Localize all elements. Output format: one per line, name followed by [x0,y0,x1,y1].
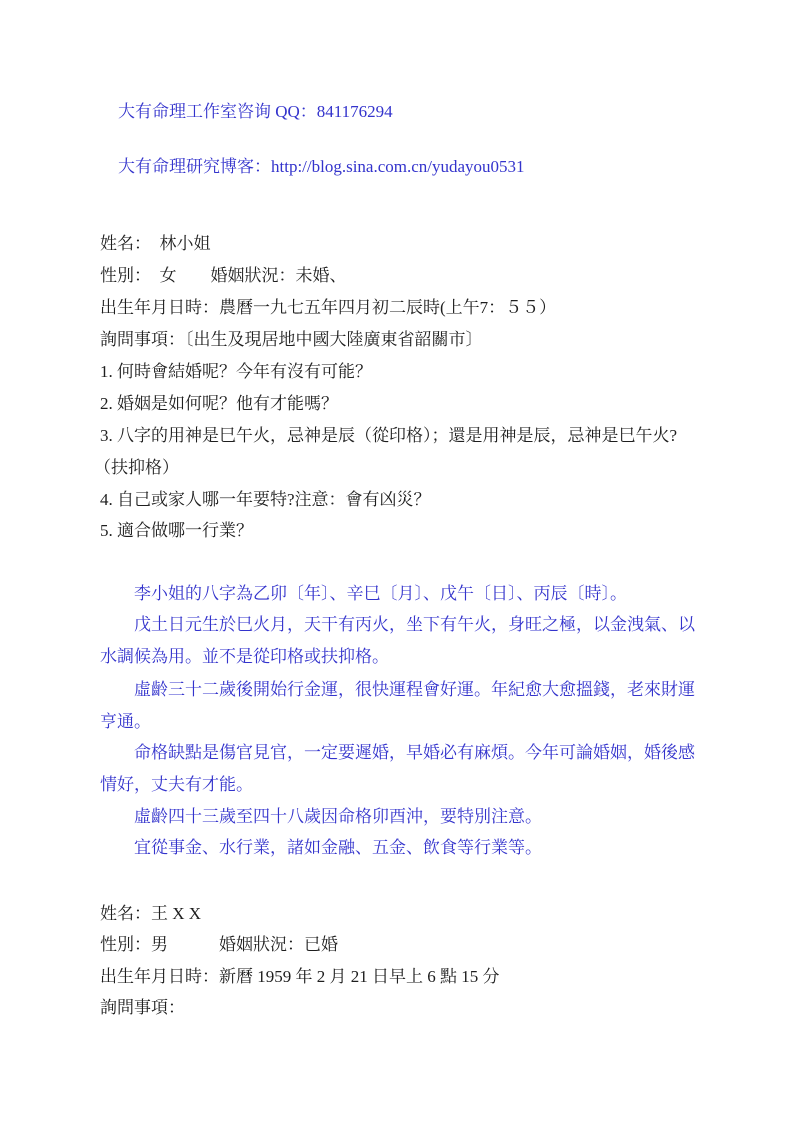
client1-birthdate-line: 出生年月日時：農曆一九七五年四月初二辰時(上午7：５５） [100,298,557,317]
reading-line-career: 宜從事金、水行業，諸如金融、五金、飲食等行業等。 [134,838,542,857]
client2-name-line: 姓名：王 X X [100,904,202,923]
reading-line-luck-2: 亨通。 [100,712,151,731]
reading-line-marriage-1: 命格缺點是傷官見官，一定要遲婚，早婚必有麻煩。今年可論婚姻，婚後感 [134,743,695,762]
reading-line-luck-1: 虛齡三十二歲後開始行金運，很快運程會好運。年紀愈大愈搵錢，老來財運 [134,680,695,699]
client1-inquiry-line: 詢問事項：〔出生及現居地中國大陸廣東省韶關市〕 [100,330,483,349]
client2-gender-marital-line: 性別：男 婚姻狀況：已婚 [100,935,338,954]
client1-name-line: 姓名： 林小姐 [100,234,211,253]
workshop-contact-line: 大有命理工作室咨询 QQ：841176294 [118,102,393,121]
client2-birthdate-line: 出生年月日時：新曆 1959 年 2 月 21 日早上 6 點 15 分 [100,967,500,986]
client2-inquiry-line: 詢問事項： [100,998,185,1017]
question-line-5: 5. 適合做哪一行業？ [100,521,253,540]
reading-line-marriage-2: 情好，丈夫有才能。 [100,775,253,794]
reading-line-daymaster-2: 水調候為用。並不是從印格或扶抑格。 [100,647,389,666]
reading-line-bazi: 李小姐的八字為乙卯〔年〕、辛巳〔月〕、戊午〔日〕、丙辰〔時〕。 [134,584,627,603]
question-line-3: 3. 八字的用神是巳午火，忌神是辰（從印格）；還是用神是辰，忌神是巳午火? [100,426,678,445]
question-line-1: 1. 何時會結婚呢？今年有沒有可能？ [100,362,372,381]
reading-line-daymaster-1: 戊土日元生於巳火月，天干有丙火，坐下有午火，身旺之極，以金洩氣、以 [134,615,695,634]
question-line-3-continued: （扶抑格） [94,458,179,477]
question-line-2: 2. 婚姻是如何呢？他有才能嗎？ [100,394,338,413]
reading-line-caution: 虛齡四十三歲至四十八歲因命格卯酉沖，要特別注意。 [134,807,542,826]
blog-url-line: 大有命理研究博客：http://blog.sina.com.cn/yudayou0531 [118,157,525,176]
question-line-4: 4. 自己或家人哪一年要特?注意：會有凶災？ [100,490,431,509]
client1-gender-marital-line: 性別： 女 婚姻狀況：未婚、 [100,266,347,285]
